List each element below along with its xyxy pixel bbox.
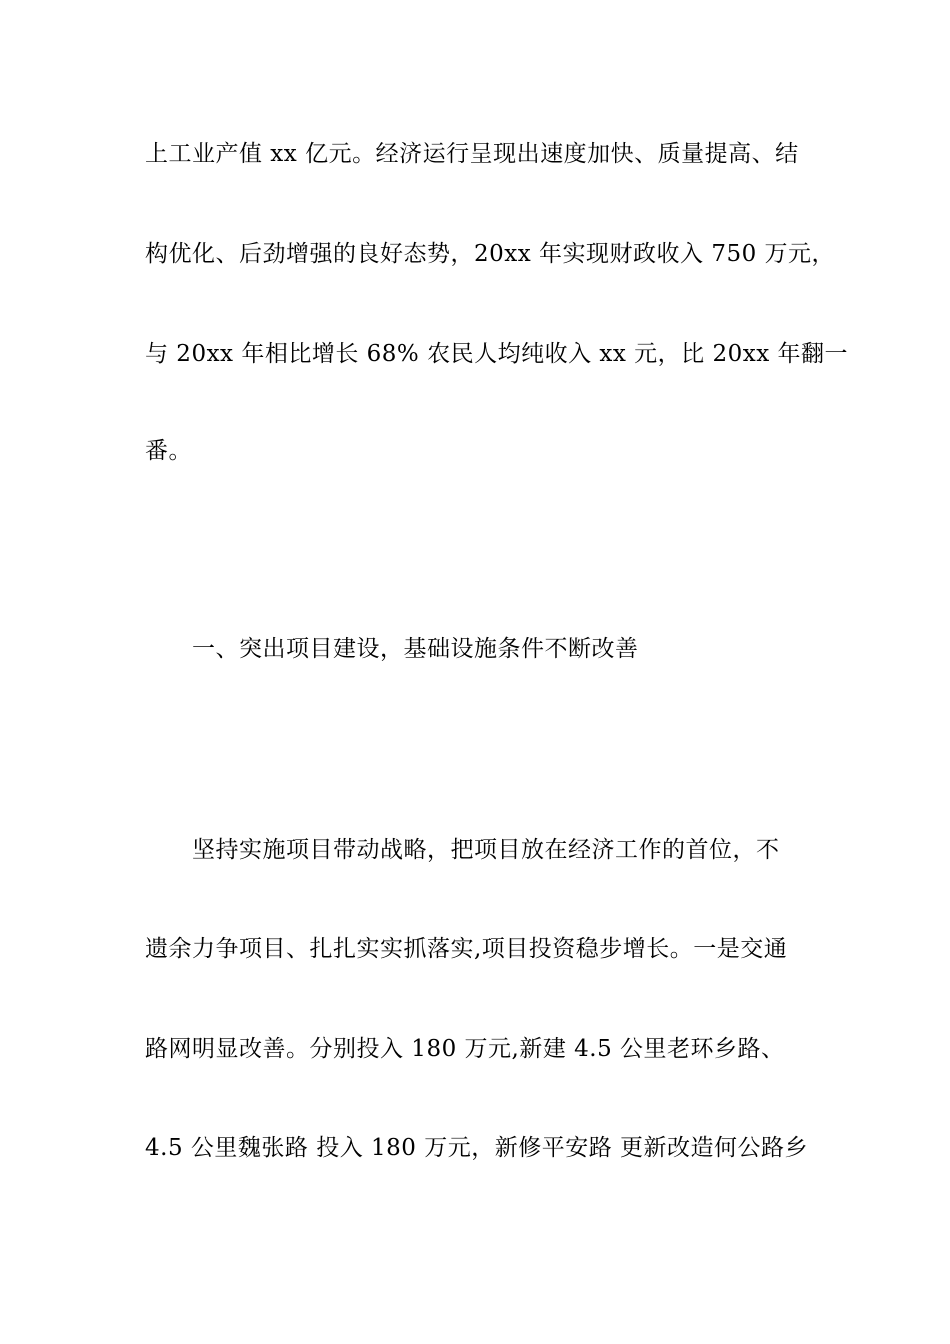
text-line: 遗余力争项目、扎扎实实抓落实,项目投资稳步增长。一是交通 <box>145 936 788 962</box>
text-line: 4.5 公里魏张路 投入 180 万元，新修平安路 更新改造何公路乡 <box>145 1135 809 1161</box>
text-line: 构优化、后劲增强的良好态势，20xx 年实现财政收入 750 万元， <box>145 241 836 267</box>
text-line: 坚持实施项目带动战略，把项目放在经济工作的首位，不 <box>192 837 780 863</box>
text-line: 与 20xx 年相比增长 68% 农民人均纯收入 xx 元，比 20xx 年翻一 <box>145 341 848 367</box>
section-heading: 一、突出项目建设，基础设施条件不断改善 <box>192 636 639 662</box>
text-line: 上工业产值 xx 亿元。经济运行呈现出速度加快、质量提高、结 <box>145 141 799 167</box>
text-line: 番。 <box>145 438 192 464</box>
text-line: 路网明显改善。分别投入 180 万元,新建 4.5 公里老环乡路、 <box>145 1036 785 1062</box>
